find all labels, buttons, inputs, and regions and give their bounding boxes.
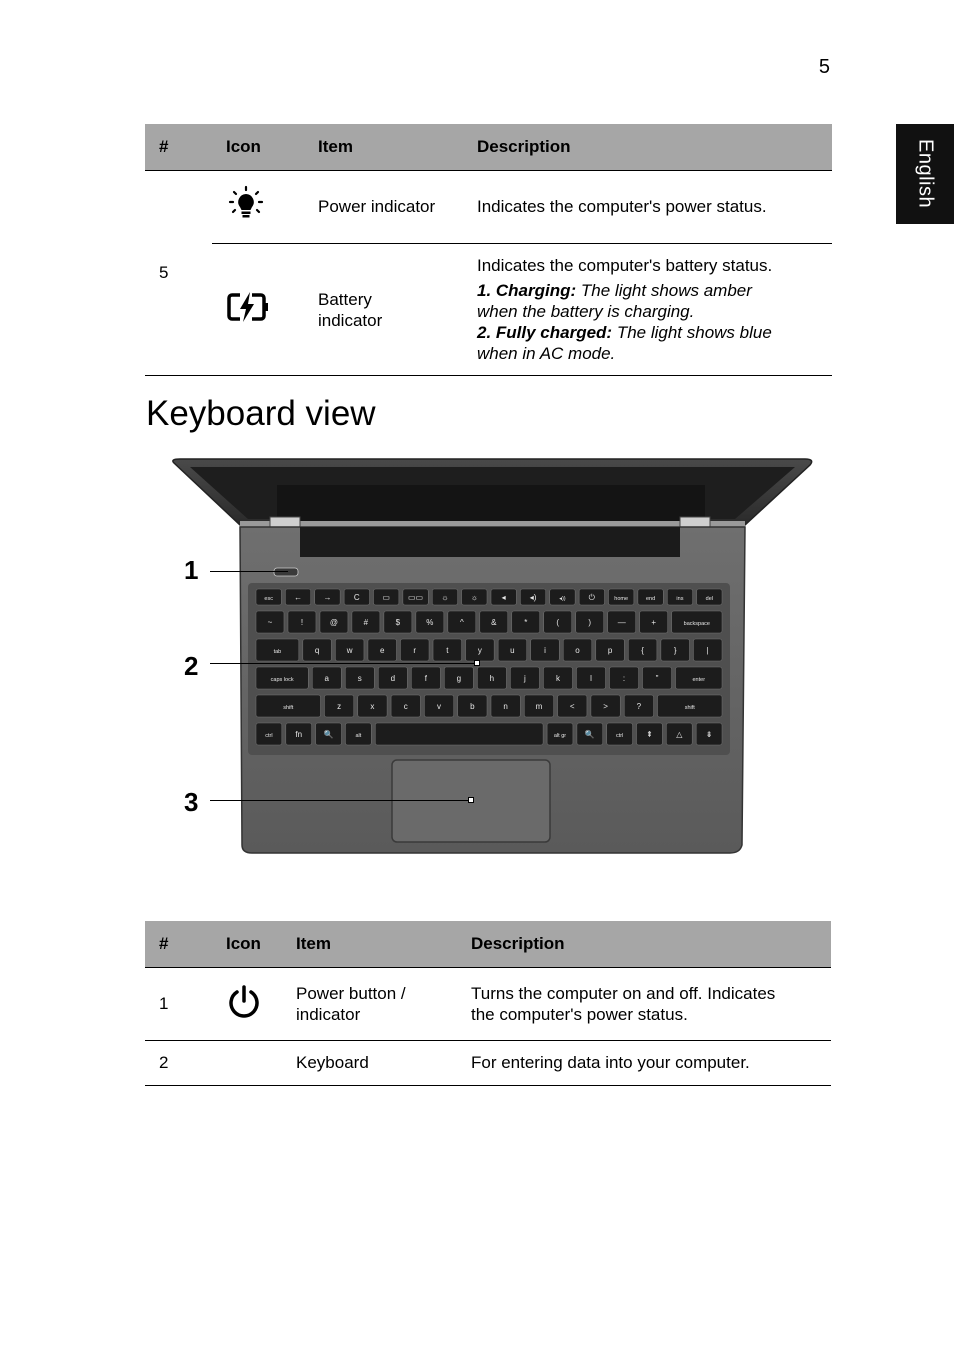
keyboard-key-label: y [477,646,482,655]
power-icon [226,984,262,1020]
keyboard-key-label: n [503,702,508,711]
keyboard-key-label: r [413,646,417,655]
keyboard-key-label: — [617,618,626,627]
keyboard-key-label: l [590,674,592,683]
callout-number: 3 [184,787,199,817]
keyboard-key-label: q [314,646,320,655]
keyboard-key-label: < [569,702,575,711]
callout-dot [468,797,474,803]
header-description: Description [463,124,832,171]
keyboard-key-label: " [655,674,659,683]
description-cell [463,244,832,376]
keyboard-key-label: ◂ [501,593,506,602]
laptop-illustration [170,455,820,865]
item-line: Power button / [296,984,406,1003]
keyboard-key-label: ⏻ [588,593,595,602]
list-text: when the battery is charging. [477,302,695,321]
keyboard-key-label: b [470,702,475,711]
callout-line [210,571,288,572]
keyboard-key-label: t [446,646,449,655]
keyboard-key-label: ctrl [265,733,273,739]
list-text: The light shows blue [612,323,772,342]
keyboard-key-label: ! [300,618,304,627]
keyboard-key-label: v [437,702,442,711]
language-tab-label: English [914,139,937,209]
callout-line [210,800,470,801]
keyboard-key-label: > [603,702,608,711]
keyboard-key-label: ins [676,596,684,602]
table-row [145,1041,831,1086]
keyboard-key-label: shift [684,705,695,711]
keyboard-key-label: z [337,702,342,711]
keyboard-key-label: : [622,674,626,683]
indicator-table [145,124,832,376]
keyboard-key-label: C [353,593,360,602]
callout-line [210,663,476,664]
keyboard-key-label: 🔍 [323,730,334,739]
keyboard-key-label: h [489,674,495,683]
header-icon: Icon [212,921,282,968]
keyboard-key-label: alt gr [553,733,567,739]
icon-cell [212,968,282,1041]
keyboard-key-label: ~ [267,618,273,627]
keyboard-key-label: ☼ [441,593,449,602]
keyboard-key-label: end [645,596,656,602]
keyboard-key-label: esc [264,596,273,602]
keyboard-key-label: f [424,674,427,683]
row-number: 1 [145,968,212,1041]
keyboard-key-label: backspace [683,621,710,627]
keyboard-key-label: → [323,593,332,602]
keyboard-key-label: home [614,596,629,602]
keyboard-key-label: & [491,618,497,627]
list-label: 1. Charging: [477,281,577,300]
keyboard-key [375,723,543,745]
keyboard-key-label: # [363,618,369,627]
item-line: indicator [318,310,383,330]
keyboard-key-label: g [456,674,462,683]
description-cell: Indicates the computer's power status. [463,171,832,244]
table-header-row [145,921,831,968]
keyboard-key-label: del [705,596,713,602]
keyboard-key-label: ⇞ [646,730,653,739]
keyboard-key-label: s [357,674,362,683]
description-line: Turns the computer on and off. Indicates [471,984,776,1003]
item-line: indicator [296,1005,361,1024]
keyboard-key-label: ) [588,618,592,627]
keyboard-key-label: i [544,646,546,655]
table-row [145,968,831,1041]
keyboard-key-label: { [641,646,644,655]
keyboard-key-label: k [555,674,560,683]
light-bulb-icon [226,185,266,225]
description-text: Indicates the computer's battery status. [477,256,773,275]
keyboard-key-label: % [426,618,434,627]
item-cell: Power indicator [304,171,463,244]
keyboard-key-label: caps lock [270,677,294,683]
keyboard-key-label: } [673,646,677,655]
keyboard-key-label: tab [273,649,282,655]
keyboard-key-label: alt [355,733,362,739]
keyboard-key-label: u [510,646,515,655]
keyboard-key-label: w [346,646,353,655]
keyboard-key-label: ^ [459,618,464,627]
keyboard-key-label: x [370,702,375,711]
keyboard-key-label: | [706,646,709,655]
item-cell: Keyboard [282,1041,457,1086]
keyboard-key-label: ctrl [615,733,624,739]
keyboard-key-label: ← [294,593,303,602]
page-number: 5 [818,56,830,78]
keyboard-key-label: shift [283,705,294,711]
header-icon: Icon [212,124,304,171]
keyboard-key-label: enter [692,677,706,683]
description-line: the computer's power status. [471,1005,688,1024]
list-label: 2. Fully charged: [477,323,613,342]
keyboard-key-label: e [379,646,385,655]
row-number: 2 [145,1041,212,1086]
keyboard-key-label: @ [329,618,338,627]
keyboard-key-label: ◂) [529,593,537,602]
language-tab [896,124,954,224]
keyboard-key-label: ☼ [470,593,478,602]
callout-number: 2 [184,651,199,681]
header-number: # [145,921,212,968]
list-text: The light shows amber [576,281,752,300]
keyboard-key-label: ◂)) [559,596,566,602]
row-number: 5 [145,171,212,376]
header-item: Item [304,124,463,171]
header-number: # [145,124,212,171]
table-row [145,171,832,244]
list-text: when in AC mode. [477,344,616,363]
icon-cell [212,171,304,244]
keyboard-key-label: fn [295,730,303,739]
keyboard-key-label: p [607,646,613,655]
header-description: Description [457,921,831,968]
table-header-row [145,124,832,171]
description-cell [457,968,831,1041]
keyboard-key-label: a [324,674,329,683]
description-cell: For entering data into your computer. [457,1041,831,1086]
keyboard-key-label: ⇟ [705,730,713,739]
header-item: Item [282,921,457,968]
item-cell [282,968,457,1041]
keyboard-key-label: j [524,674,526,683]
keyboard-key-label: * [524,618,528,627]
keyboard-key-label: m [535,702,543,711]
item-cell [304,244,463,376]
keyboard-key-label: ( [556,618,560,627]
keyboard-key-label: △ [676,730,683,739]
status-list [477,280,832,364]
keyboard-key-label: ▭ [382,593,390,602]
keyboard-key-label: + [651,618,656,627]
keyboard-key-label: ▭▭ [408,593,424,602]
callout-dot [474,660,480,666]
section-title: Keyboard view [146,394,376,433]
keyboard-view-table [145,921,831,1086]
item-line: Battery [318,289,372,309]
table-row [145,244,832,376]
keyboard-key-label: d [390,674,396,683]
icon-cell [212,1041,282,1086]
keyboard-view-figure [170,455,820,865]
keyboard-key-label: ? [636,702,642,711]
callout-number: 1 [184,555,199,585]
icon-cell [212,244,304,376]
keyboard-key-label: o [575,646,580,655]
keyboard-key-label: 🔍 [584,730,595,739]
battery-charging-icon [226,290,272,324]
keyboard-key-label: $ [395,618,401,627]
keyboard-key-label: c [403,702,408,711]
